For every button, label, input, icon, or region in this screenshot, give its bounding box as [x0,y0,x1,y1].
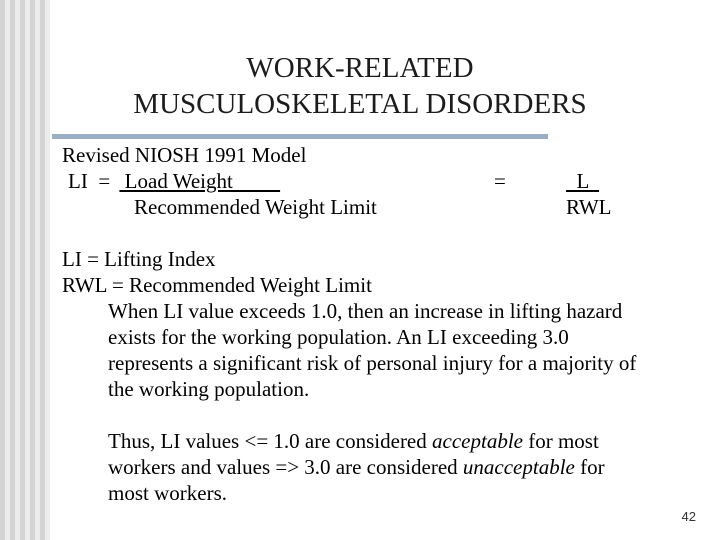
definition-li: LI = Lifting Index [62,247,216,271]
title-line-2: MUSCULOSKELETAL DISORDERS [133,88,587,120]
conclusion-part-2: for most workers and values => 3.0 are considered [108,429,599,479]
page-number: 42 [681,509,696,524]
title-divider [52,134,548,139]
li-threshold-paragraph: When LI value exceeds 1.0, then an increase in lifting hazard exists for the working population. An LI exceeding 3.0 represents a significant risk of personal injury for a majority of the working population. [108,299,637,401]
conclusion-part-1: Thus, LI values <= 1.0 are considered [108,429,433,453]
formula-short-denominator: RWL [566,195,612,219]
formula-lhs: LI = [68,169,111,193]
conclusion-paragraph [108,428,643,506]
formula-short-numerator: L [566,169,600,193]
title-line-1: WORK-RELATED [246,52,474,84]
formula-denominator: Recommended Weight Limit [134,195,377,219]
conclusion-part-3: for most workers. [108,455,605,505]
definition-rwl: RWL = Recommended Weight Limit [62,273,372,297]
acceptable-term: acceptable [432,429,523,453]
unacceptable-term: unacceptable [462,455,575,479]
formula-equals: = [494,169,506,193]
model-line: Revised NIOSH 1991 Model [62,143,307,167]
slide-title [60,50,660,122]
formula-numerator: Load Weight [119,169,281,193]
formula-row [68,168,280,194]
